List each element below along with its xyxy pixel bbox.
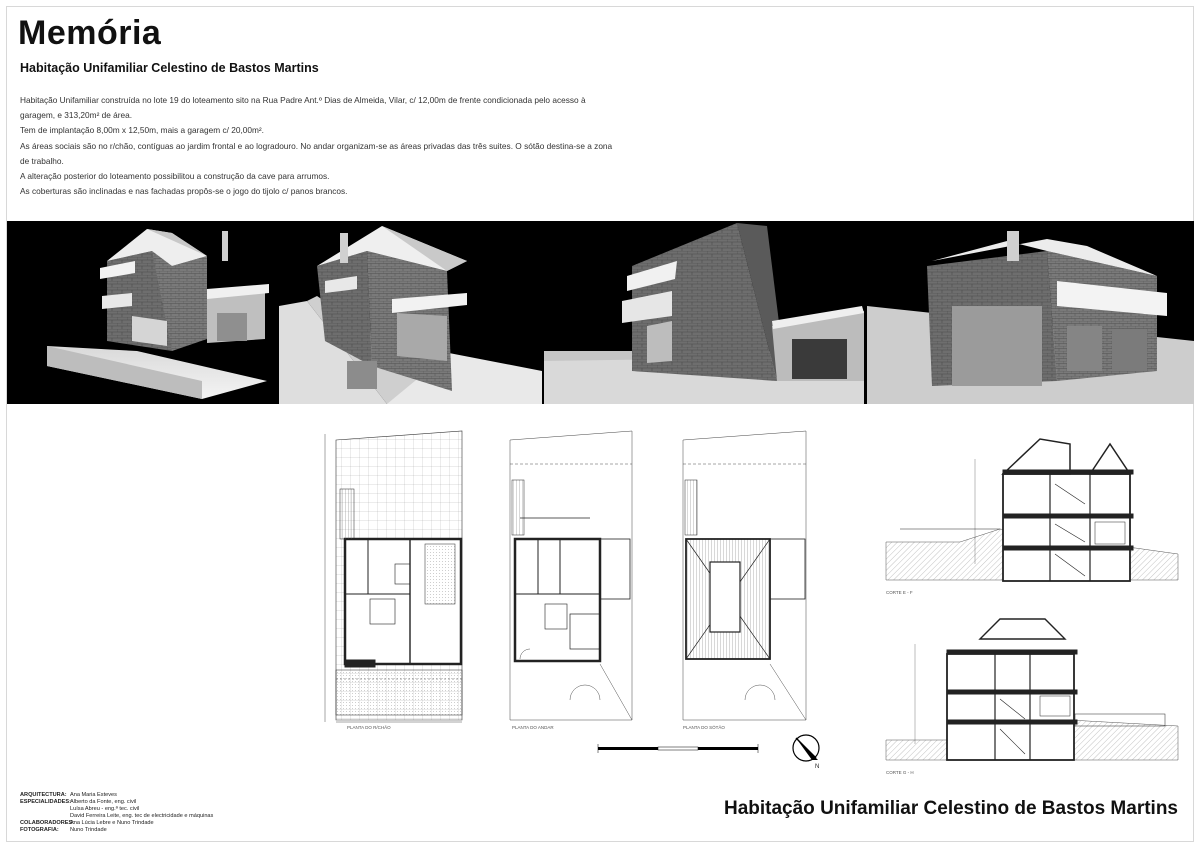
credit-row — [20, 799, 213, 806]
credit-row — [20, 806, 213, 813]
project-subtitle: Habitação Unifamiliar Celestino de Bastos Martins — [20, 61, 319, 75]
memo-paragraph: A alteração posterior do loteamento possibilitou a construção da cave para arrumos. — [20, 171, 330, 182]
section-e-f — [886, 439, 1178, 581]
credits-block — [20, 792, 213, 834]
page-title: Memória — [18, 14, 162, 52]
credit-label — [20, 806, 70, 813]
north-label: N — [815, 764, 820, 770]
first-floor-plan — [510, 431, 632, 720]
plan-caption: PLANTA DO SÓTÃO — [683, 725, 725, 730]
section-caption: CORTE E - F — [886, 590, 913, 595]
memo-text — [20, 93, 620, 199]
memo-paragraph: As áreas sociais são no r/chão, contíguas ao jardim frontal e ao logradouro. No andar organizam-se as áreas privadas das três suites. O sótão destina-se a zona de trabalho. — [20, 140, 613, 166]
render-view-1 — [47, 229, 269, 399]
north-arrow — [793, 735, 819, 770]
credit-row — [20, 813, 213, 820]
credit-label: ARQUITECTURA: — [20, 792, 67, 798]
credit-value: David Ferreira Leite, eng. tec de electricidade e máquinas — [70, 813, 214, 819]
plan-caption: PLANTA DO R/CHÃO — [347, 725, 391, 730]
memo-paragraph: Habitação Unifamiliar construída no lote 19 do loteamento sito na Rua Padre Ant.º Dias de Almeida, Vilar, c/ 12,00m de frente condicionada pelo acesso à garagem, e 313,20m² de área. — [20, 95, 586, 121]
scale-bar — [598, 744, 758, 753]
credit-row — [20, 820, 213, 827]
credit-row — [20, 792, 213, 799]
credit-value: Ana Lúcia Lebre e Nuno Trindade — [70, 820, 154, 826]
render-view-3 — [544, 223, 864, 404]
credit-value: Ana Maria Esteves — [70, 792, 117, 798]
render-view-2 — [279, 226, 542, 404]
memo-paragraph: Tem de implantação 8,00m x 12,50m, mais a garagem c/ 20,00m². — [20, 125, 264, 136]
credit-value: Luísa Abreu - eng.ª tec. civil — [70, 806, 140, 812]
credit-label: COLABORADORES: — [20, 820, 75, 826]
credit-row — [20, 827, 213, 834]
render-view-4 — [867, 231, 1194, 404]
credit-label: ESPECIALIDADES: — [20, 799, 71, 805]
section-caption: CORTE G - H — [886, 770, 914, 775]
section-g-h — [886, 619, 1178, 760]
attic-plan — [683, 431, 806, 720]
footer-title: Habitação Unifamiliar Celestino de Bastos Martins — [723, 798, 1178, 819]
credit-label: FOTOGRAFIA: — [20, 827, 59, 833]
render-strip — [7, 221, 1194, 404]
credit-label — [20, 813, 70, 820]
memo-paragraph: As coberturas são inclinadas e nas fachadas propôs-se o jogo do tijolo c/ panos brancos. — [20, 186, 348, 197]
credit-value: Nuno Trindade — [70, 827, 107, 833]
architectural-drawings — [0, 404, 1200, 794]
plan-caption: PLANTA DO ANDAR — [512, 725, 554, 730]
ground-floor-plan — [325, 431, 462, 722]
credit-value: Alberto da Fonte, eng. civil — [70, 799, 137, 805]
